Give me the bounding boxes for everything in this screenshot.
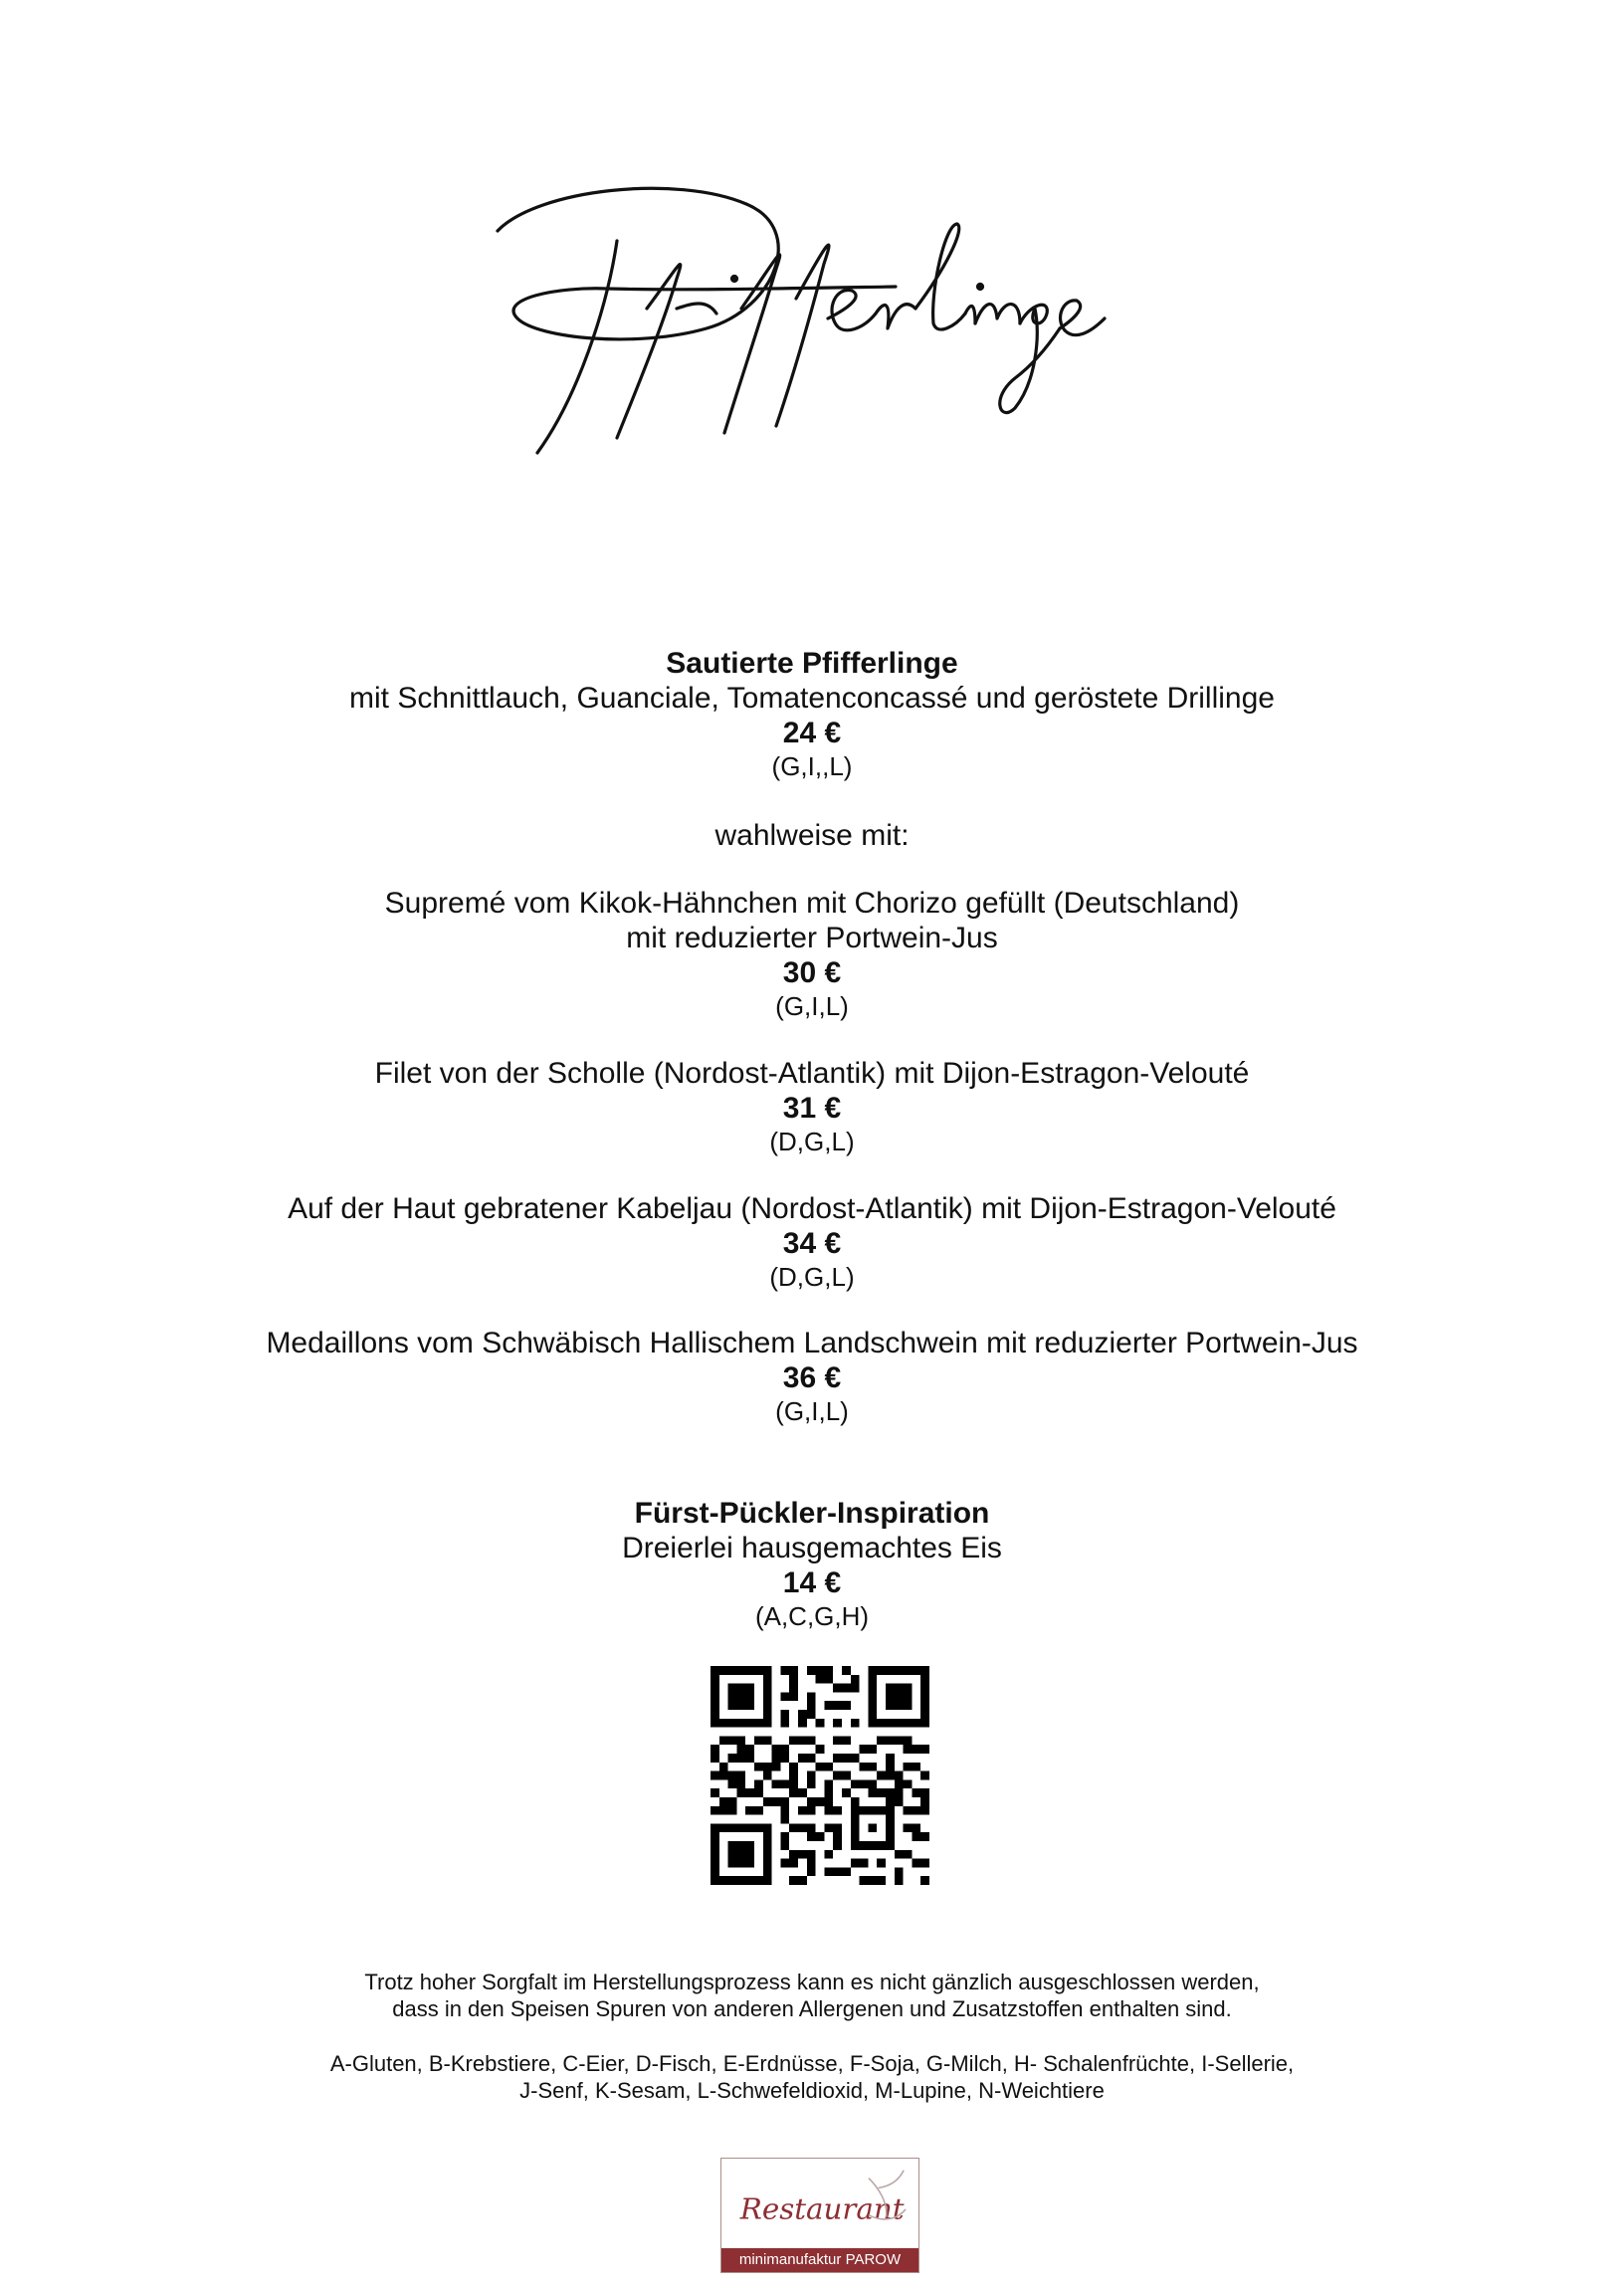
options-intro-section [0,818,1624,853]
main-dish-name: Sautierte Pfifferlinge [666,647,958,680]
allergen-legend [0,2050,1624,2104]
option-item [0,886,1624,1022]
options-intro: wahlweise mit: [714,819,910,852]
main-dish-allergens: (G,I,,L) [771,751,853,781]
allergen-legend-line: J-Senf, K-Sesam, L-Schwefeldioxid, M-Lupine, N-Weichtiere [519,2078,1105,2103]
option-title: Medaillons vom Schwäbisch Hallischem Landschwein mit reduzierter Portwein-Jus [266,1327,1358,1359]
option-price: 30 € [782,956,842,989]
logo-script-text: Restaurant [739,2191,905,2226]
option-subtitle: mit reduzierter Portwein-Jus [626,922,998,954]
logo-script-artwork [721,2159,918,2248]
option-allergens: (D,G,L) [769,1127,855,1156]
logo-band: minimanufaktur PAROW [721,2248,918,2272]
option-price: 34 € [782,1227,842,1260]
dessert-section [0,1496,1624,1632]
main-dish-price: 24 € [782,717,842,749]
option-title: Filet von der Scholle (Nordost-Atlantik) mit Dijon-Estragon-Velouté [374,1057,1250,1090]
option-allergens: (G,I,L) [775,991,849,1021]
disclaimer-line: Trotz hoher Sorgfalt im Herstellungsprozess kann es nicht gänzlich ausgeschlossen werden, [364,1970,1260,1994]
dessert-description: Dreierlei hausgemachtes Eis [622,1532,1002,1564]
main-dish-description: mit Schnittlauch, Guanciale, Tomatenconcassé und geröstete Drillinge [349,682,1275,715]
option-title: Supremé vom Kikok-Hähnchen mit Chorizo gefüllt (Deutschland) [384,887,1240,920]
option-price: 31 € [782,1092,842,1125]
disclaimer-line: dass in den Speisen Spuren von anderen Allergenen und Zusatzstoffen enthalten sind. [392,1996,1232,2021]
allergen-legend-line: A-Gluten, B-Krebstiere, C-Eier, D-Fisch, E-Erdnüsse, F-Soja, G-Milch, H- Schalenfrüchte, I-Sellerie, [329,2051,1295,2076]
option-item [0,1056,1624,1157]
dessert-price: 14 € [782,1566,842,1599]
option-price: 36 € [782,1361,842,1394]
restaurant-logo [720,2158,919,2273]
option-allergens: (G,I,L) [775,1396,849,1426]
main-dish-section [0,646,1624,782]
option-item [0,1326,1624,1427]
option-title: Auf der Haut gebratener Kabeljau (Nordost-Atlantik) mit Dijon-Estragon-Velouté [288,1192,1336,1225]
qr-code[interactable] [710,1666,929,1885]
dessert-allergens: (A,C,G,H) [754,1601,870,1631]
dessert-name: Fürst-Pückler-Inspiration [634,1497,990,1530]
allergen-disclaimer [0,1969,1624,2022]
option-item [0,1191,1624,1293]
title-script-artwork [478,169,1115,468]
option-allergens: (D,G,L) [769,1262,855,1292]
